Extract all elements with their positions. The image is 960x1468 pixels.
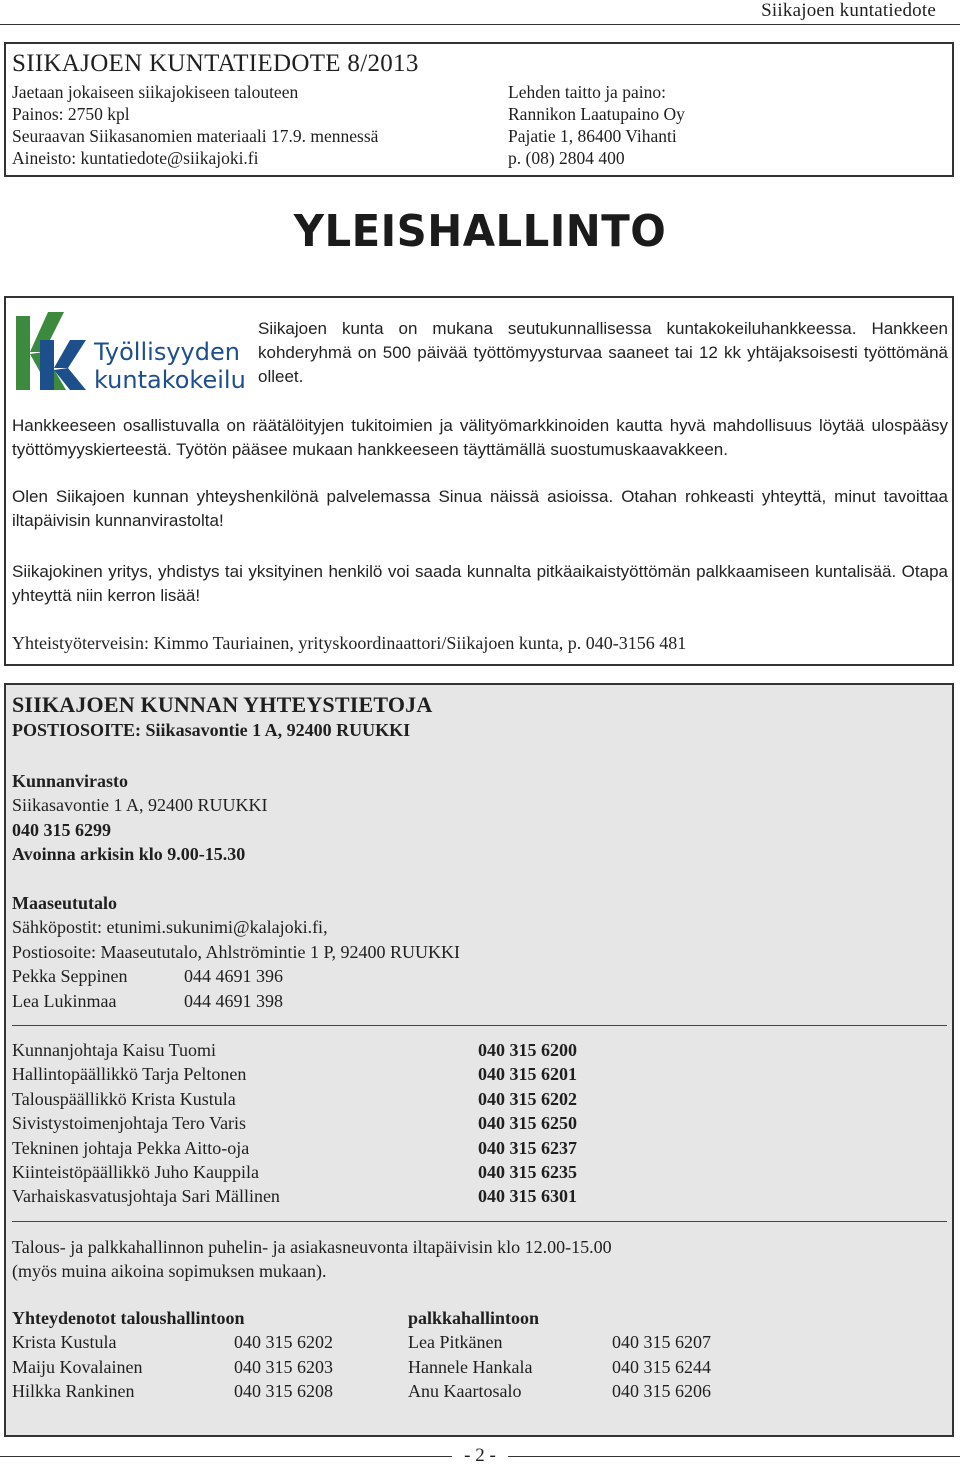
contact-name: Hilkka Rankinen (12, 1381, 135, 1402)
maaseututalo-block (12, 891, 460, 1013)
contact-name: Pekka Seppinen (12, 966, 128, 987)
official-phone: 040 315 6235 (478, 1162, 577, 1183)
divider (12, 1221, 947, 1222)
contact-name: Lea Pitkänen (408, 1332, 503, 1353)
official-name: Kiinteistöpäällikkö Juho Kauppila (12, 1162, 259, 1183)
contacts-postal-address: POSTIOSOITE: Siikasavontie 1 A, 92400 RUUKKI (12, 720, 411, 740)
contact-phone: 040 315 6203 (234, 1356, 333, 1377)
taloushallinto-heading: Yhteydenotot taloushallintoon (12, 1308, 245, 1328)
official-row (12, 1111, 577, 1135)
section-heading: YLEISHALLINTO (293, 206, 667, 257)
contact-phone: 040 315 6244 (612, 1356, 711, 1377)
contact-phone: 040 315 6207 (612, 1332, 711, 1353)
article-paragraph: Hankkeeseen osallistuvalla on räätälöityjen tukitoimien ja välityömarkkinoiden kautta hyvä mahdollisuus löytää ulospääsy työttömyyskierteestä. Työtön pääsee mukaan hankkeeseen täyttämällä suostumuskaavakkeen. (12, 416, 948, 459)
contact-name: Maiju Kovalainen (12, 1356, 143, 1377)
official-name: Talouspäällikkö Krista Kustula (12, 1088, 236, 1109)
contact-name: Krista Kustula (12, 1332, 117, 1353)
article-intro: Siikajoen kunta on mukana seutukunnallisessa kuntakokeiluhankkeessa. Hankkeen kohderyhmä on 500 päivää työttömyysturvaa saaneet tai 12 kk yhtäjaksoisesti työttömänä olleet. (258, 319, 948, 386)
kunnanvirasto-address: Siikasavontie 1 A, 92400 RUUKKI (12, 795, 268, 816)
official-row (12, 1136, 577, 1160)
official-name: Tekninen johtaja Pekka Aitto-oja (12, 1137, 250, 1158)
kunnanvirasto-hours: Avoinna arkisin klo 9.00-15.30 (12, 844, 246, 865)
contact-phone: 044 4691 398 (184, 990, 283, 1011)
palkkahallinto-block (408, 1306, 711, 1404)
officials-list (12, 1038, 577, 1209)
contact-row (12, 1330, 333, 1354)
official-name: Kunnanjohtaja Kaisu Tuomi (12, 1040, 217, 1060)
masthead-right-line: Pajatie 1, 86400 Vihanti (508, 126, 677, 146)
contact-phone: 044 4691 396 (184, 966, 283, 987)
kunnanvirasto-phone: 040 315 6299 (12, 819, 111, 840)
contact-row (12, 1355, 333, 1379)
official-phone: 040 315 6301 (478, 1186, 577, 1207)
masthead-title: SIIKAJOEN KUNTATIEDOTE 8/2013 (12, 50, 419, 77)
palkkahallinto-heading: palkkahallintoon (408, 1308, 540, 1328)
contacts-title: SIIKAJOEN KUNNAN YHTEYSTIETOJA (12, 692, 433, 717)
contact-name: Hannele Hankala (408, 1356, 533, 1377)
contact-row (12, 1379, 333, 1403)
official-phone: 040 315 6201 (478, 1064, 577, 1085)
tyollisyyden-kuntakokeilu-logo (14, 306, 246, 396)
contact-name: Anu Kaartosalo (408, 1381, 522, 1402)
article-paragraph: Siikajokinen yritys, yhdistys tai yksityinen henkilö voi saada kunnalta pitkäaikaistyöttömän palkkaamiseen kuntalisää. Otapa yhteyttä niin kerron lisää! (12, 562, 948, 605)
kunnanvirasto-heading: Kunnanvirasto (12, 771, 129, 791)
svg-text:Työllisyyden: Työllisyyden (94, 338, 240, 366)
official-row (12, 1087, 577, 1111)
official-row (12, 1184, 577, 1208)
contact-row (408, 1355, 711, 1379)
masthead-right-line: Lehden taitto ja paino: (508, 82, 666, 102)
masthead-right (508, 81, 685, 169)
contact-phone: 040 315 6202 (234, 1332, 333, 1353)
contact-row (12, 964, 460, 988)
masthead-right-line: Rannikon Laatupaino Oy (508, 104, 685, 124)
official-name: Varhaiskasvatusjohtaja Sari Mällinen (12, 1186, 280, 1207)
maaseututalo-heading: Maaseututalo (12, 893, 117, 913)
header-rule (0, 24, 960, 25)
official-row (12, 1160, 577, 1184)
divider (12, 1025, 947, 1026)
masthead-left (12, 81, 378, 169)
official-phone: 040 315 6200 (478, 1040, 577, 1060)
official-phone: 040 315 6202 (478, 1088, 577, 1109)
masthead-left-line: Jaetaan jokaiseen siikajokiseen talouteen (12, 82, 299, 102)
talous-note (12, 1235, 612, 1284)
official-row (12, 1062, 577, 1086)
contact-phone: 040 315 6206 (612, 1381, 711, 1402)
official-phone: 040 315 6250 (478, 1113, 577, 1134)
official-phone: 040 315 6237 (478, 1137, 577, 1158)
page-number-wrap (0, 1445, 960, 1467)
contact-row (408, 1379, 711, 1403)
contact-row (12, 989, 460, 1013)
masthead-right-line: p. (08) 2804 400 (508, 148, 625, 168)
page-number: - 2 - (452, 1445, 508, 1466)
kunnanvirasto-block (12, 769, 268, 867)
masthead-left-line: Aineisto: kuntatiedote@siikajoki.fi (12, 148, 259, 168)
official-name: Hallintopäällikkö Tarja Peltonen (12, 1064, 247, 1085)
official-row (12, 1038, 577, 1062)
svg-text:kuntakokeilu: kuntakokeilu (94, 366, 246, 394)
maaseututalo-email: Sähköpostit: etunimi.sukunimi@kalajoki.fi, (12, 917, 328, 938)
taloushallinto-block (12, 1306, 333, 1404)
running-title: Siikajoen kuntatiedote (747, 0, 948, 22)
official-name: Sivistystoimenjohtaja Tero Varis (12, 1113, 247, 1134)
masthead-left-line: Seuraavan Siikasanomien materiaali 17.9. mennessä (12, 126, 379, 146)
article-paragraph: Olen Siikajoen kunnan yhteyshenkilönä palvelemassa Sinua näissä asioissa. Otahan rohkeasti yhteyttä, minut tavoittaa iltapäivisin kunnanvirastolta! (12, 487, 948, 530)
contact-phone: 040 315 6208 (234, 1381, 333, 1402)
contact-row (408, 1330, 711, 1354)
maaseututalo-postal: Postiosoite: Maaseututalo, Ahlströmintie 1 P, 92400 RUUKKI (12, 941, 460, 962)
masthead-left-line: Painos: 2750 kpl (12, 104, 130, 124)
talous-note-line: (myös muina aikoina sopimuksen mukaan). (12, 1261, 327, 1282)
contact-name: Lea Lukinmaa (12, 990, 117, 1011)
talous-note-line: Talous- ja palkkahallinnon puhelin- ja asiakasneuvonta iltapäivisin klo 12.00-15.00 (12, 1237, 612, 1257)
article-signature: Yhteistyöterveisin: Kimmo Tauriainen, yrityskoordinaattori/Siikajoen kunta, p. 040-3156 481 (12, 633, 687, 653)
